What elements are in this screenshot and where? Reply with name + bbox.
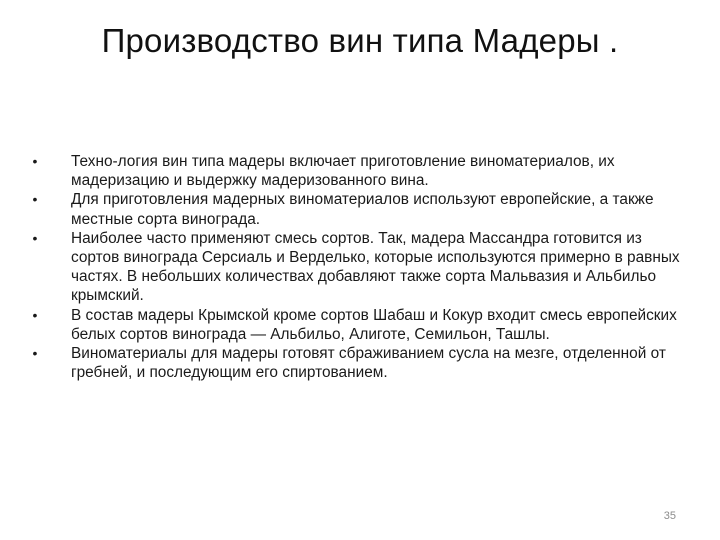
page-number: 35 xyxy=(663,510,676,522)
bullet-item xyxy=(28,152,688,190)
bullet-item xyxy=(28,344,688,382)
bullet-list xyxy=(28,152,688,382)
bullet-icon: • xyxy=(32,191,38,208)
bullet-item xyxy=(28,190,688,228)
bullet-text: В состав мадеры Крымской кроме сортов Шабаш и Кокур входит смесь европейских белых сортов винограда — Альбильо, Алиготе, Семильон, Ташлы. xyxy=(71,306,677,343)
bullet-icon: • xyxy=(32,345,38,362)
bullet-text: Наиболее часто применяют смесь сортов. Так, мадера Массандра готовится из сортов винограда Серсиаль и Верделько, которые используются примерно в равных частях. В небольших количествах добавляют также сорта Мальвазия и Альбильо крымский. xyxy=(71,229,680,305)
bullet-item xyxy=(28,306,688,344)
slide-title: Производство вин типа Мадеры . xyxy=(101,22,619,59)
bullet-icon: • xyxy=(32,229,38,246)
bullet-icon: • xyxy=(32,153,38,169)
bullet-item xyxy=(28,229,688,306)
bullet-icon: • xyxy=(32,306,38,323)
bullet-text: Техно-логия вин типа мадеры включает приготовление виноматериалов, их мадеризацию и выдержку мадеризованного вина. xyxy=(71,153,615,190)
bullet-text: Для приготовления мадерных виноматериалов используют европейские, а также местные сорта винограда. xyxy=(71,191,654,228)
bullet-text: Виноматериалы для мадеры готовят сбраживанием сусла на мезге, отделенной от гребней, и последующим его спиртованием. xyxy=(71,345,666,382)
